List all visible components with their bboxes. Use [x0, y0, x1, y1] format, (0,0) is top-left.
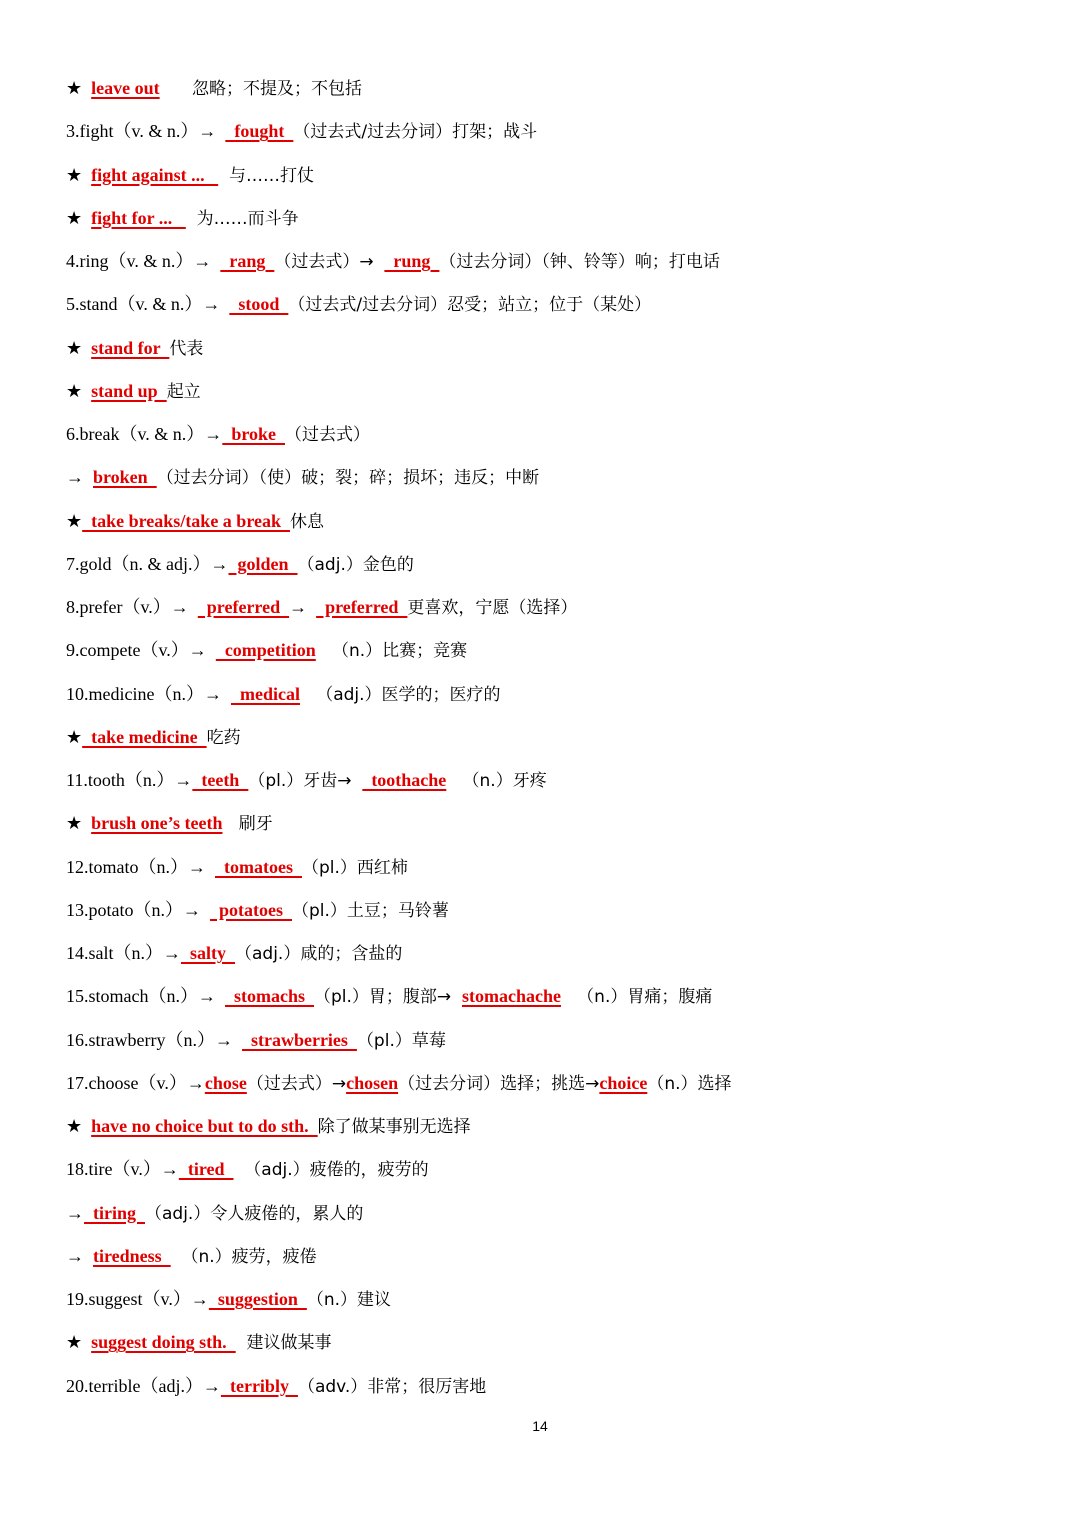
- vocab-line: [66, 379, 201, 404]
- chinese-gloss: 忽略；不提及；不包括: [159, 79, 363, 99]
- answer-blank: stomachs: [225, 986, 314, 1007]
- vocab-line: [66, 292, 651, 317]
- vocab-line: [66, 206, 299, 231]
- chinese-gloss: 更喜欢，宁愿（选择）: [407, 598, 578, 618]
- vocab-line: [66, 1201, 363, 1226]
- line-text: [82, 1116, 91, 1136]
- star-icon: ★: [66, 380, 83, 401]
- answer-blank: chosen: [346, 1072, 399, 1093]
- chinese-gloss: 起立: [166, 381, 201, 402]
- chinese-gloss: （adj.）金色的: [297, 554, 414, 575]
- answer-blank: competition: [215, 640, 316, 661]
- line-text: 3.fight（v. & n.）→: [66, 121, 226, 142]
- vocab-line: [66, 768, 547, 793]
- chinese-gloss: （pl.）牙齿→: [248, 771, 363, 791]
- vocab-line: [66, 119, 537, 144]
- chinese-gloss: （adj.）疲倦的，疲劳的: [233, 1160, 429, 1181]
- chinese-gloss: （adj.）咸的；含盐的: [235, 944, 403, 964]
- line-text: [82, 813, 91, 833]
- chinese-gloss: （n.）建议: [306, 1290, 392, 1310]
- chinese-gloss: 除了做某事别无选择: [317, 1117, 471, 1137]
- answer-blank: stand up: [91, 380, 167, 401]
- vocab-line: [66, 249, 720, 274]
- answer-blank: preferred: [197, 597, 290, 617]
- star-icon: ★: [66, 726, 83, 747]
- line-text: 5.stand（v. & n.）→: [66, 294, 230, 315]
- answer-blank: strawberries: [241, 1029, 357, 1050]
- chinese-gloss: 吃药: [206, 727, 241, 748]
- answer-blank: fight against ...: [91, 164, 219, 185]
- line-text: 16.strawberry（n.）→: [66, 1029, 242, 1050]
- answer-blank: fight for ...: [91, 207, 186, 228]
- star-icon: ★: [66, 207, 83, 228]
- vocab-line: [66, 1157, 429, 1182]
- chinese-gloss: （过去式）→: [274, 252, 385, 272]
- chinese-gloss: （pl.）胃；腹部→: [314, 987, 462, 1008]
- line-text: 9.compete（v.）→: [66, 640, 216, 661]
- vocab-line: [66, 1374, 486, 1399]
- answer-blank: brush one’s teeth: [91, 813, 223, 834]
- vocab-line: [66, 682, 501, 707]
- line-text: →: [289, 597, 317, 617]
- answer-blank: broke: [222, 424, 285, 444]
- star-icon: ★: [66, 1116, 83, 1136]
- line-text: 13.potato（n.）→: [66, 899, 210, 920]
- vocab-line: [66, 1287, 391, 1312]
- vocab-line: [66, 984, 712, 1009]
- answer-blank: preferred: [316, 597, 408, 617]
- chinese-gloss: （过去分词）选择；挑选→: [398, 1073, 600, 1094]
- answer-blank: tiring: [84, 1202, 145, 1223]
- vocab-line: [66, 1244, 317, 1269]
- vocab-line: [66, 811, 273, 836]
- vocab-line: [66, 1114, 471, 1139]
- answer-blank: terribly: [220, 1375, 298, 1396]
- chinese-gloss: （过去分词）（钟、铃等）响；打电话: [439, 252, 720, 272]
- chinese-gloss: （过去式/过去分词）打架；战斗: [293, 122, 538, 143]
- vocab-line: [66, 595, 577, 620]
- vocab-line: [66, 509, 324, 534]
- answer-blank: broken: [93, 467, 157, 488]
- chinese-gloss: （n.）胃痛；腹痛: [560, 987, 713, 1008]
- answer-blank: take medicine: [82, 726, 207, 747]
- vocab-line: [66, 638, 467, 663]
- answer-blank: tiredness: [93, 1245, 171, 1266]
- chinese-gloss: （pl.）草莓: [356, 1030, 446, 1051]
- line-text: →: [66, 467, 93, 488]
- vocab-line: [66, 1071, 732, 1096]
- answer-blank: fought: [225, 121, 294, 142]
- vocab-line: [66, 465, 539, 490]
- chinese-gloss: （n.）牙疼: [446, 771, 547, 791]
- line-text: 14.salt（n.）→: [66, 943, 181, 963]
- answer-blank: teeth: [192, 770, 249, 790]
- line-text: →: [66, 1202, 84, 1223]
- line-text: [82, 78, 91, 98]
- line-text: 20.terrible（adj.）→: [66, 1375, 221, 1396]
- chinese-gloss: 刷牙: [222, 814, 273, 835]
- chinese-gloss: （过去式/过去分词）忍受；站立；位于（某处）: [288, 295, 652, 316]
- answer-blank: leave out: [91, 78, 160, 98]
- line-text: 18.tire（v.）→: [66, 1159, 179, 1180]
- answer-blank: toothache: [362, 770, 447, 790]
- chinese-gloss: 与……打仗: [218, 165, 314, 186]
- line-text: [82, 208, 91, 228]
- answer-blank: rung: [384, 251, 440, 271]
- chinese-gloss: 休息: [289, 511, 324, 532]
- line-text: 15.stomach（n.）→: [66, 986, 225, 1007]
- line-text: [82, 165, 91, 185]
- line-text: 4.ring（v. & n.）→: [66, 251, 221, 271]
- chinese-gloss: （adv.）非常；很厉害地: [297, 1376, 487, 1397]
- star-icon: ★: [66, 164, 83, 185]
- line-text: →: [66, 1245, 93, 1266]
- vocab-line: [66, 163, 314, 188]
- chinese-gloss: 为……而斗争: [185, 208, 299, 229]
- answer-blank: tired: [178, 1159, 234, 1180]
- star-icon: ★: [66, 1332, 83, 1353]
- answer-blank: choice: [599, 1072, 648, 1093]
- vocab-line: [66, 941, 402, 966]
- star-icon: ★: [66, 337, 83, 358]
- line-text: [82, 338, 91, 358]
- answer-blank: have no choice but to do sth.: [91, 1116, 318, 1136]
- chinese-gloss: （n.）比赛；竞赛: [315, 641, 468, 662]
- chinese-gloss: 代表: [169, 338, 204, 359]
- line-text: 11.tooth（n.）→: [66, 770, 193, 790]
- answer-blank: suggestion: [208, 1289, 307, 1309]
- line-text: 7.gold（n. & adj.）→: [66, 553, 229, 574]
- chinese-gloss: （pl.）西红柿: [301, 857, 408, 878]
- chinese-gloss: （过去式）→: [246, 1073, 347, 1094]
- answer-blank: medical: [230, 683, 300, 704]
- line-text: [82, 381, 91, 401]
- answer-blank: chose: [204, 1072, 247, 1093]
- answer-blank: suggest doing sth.: [91, 1332, 236, 1353]
- line-text: [82, 1332, 91, 1352]
- vocab-line: [66, 855, 408, 880]
- line-text: 19.suggest（v.）→: [66, 1289, 209, 1309]
- chinese-gloss: （过去分词）（使）破；裂；碎；损坏；违反；中断: [156, 468, 540, 489]
- line-text: 8.prefer（v.）→: [66, 597, 198, 617]
- answer-blank: rang: [220, 251, 275, 271]
- line-text: 12.tomato（n.）→: [66, 856, 215, 877]
- answer-blank: salty: [181, 943, 235, 963]
- star-icon: ★: [66, 78, 83, 98]
- page-number: 14: [532, 1418, 548, 1434]
- chinese-gloss: （n.）选择: [647, 1073, 732, 1094]
- vocab-line: [66, 76, 362, 101]
- line-text: 17.choose（v.）→: [66, 1072, 205, 1093]
- answer-blank: stood: [229, 294, 289, 315]
- answer-blank: take breaks/take a break: [82, 510, 290, 531]
- chinese-gloss: （pl.）土豆；马铃薯: [292, 900, 449, 921]
- line-text: 10.medicine（n.）→: [66, 683, 231, 704]
- chinese-gloss: （过去式）: [285, 425, 370, 445]
- vocab-line: [66, 336, 203, 361]
- vocab-line: [66, 1028, 446, 1053]
- answer-blank: tomatoes: [215, 856, 302, 877]
- chinese-gloss: 建议做某事: [235, 1333, 332, 1354]
- vocab-line: [66, 725, 241, 750]
- chinese-gloss: （adj.）令人疲倦的，累人的: [145, 1203, 364, 1224]
- answer-blank: potatoes: [210, 899, 292, 920]
- answer-blank: stomachache: [461, 986, 561, 1007]
- vocab-line: [66, 1330, 332, 1355]
- answer-blank: golden: [228, 553, 298, 574]
- vocab-line: [66, 552, 414, 577]
- star-icon: ★: [66, 510, 83, 531]
- line-text: 6.break（v. & n.）→: [66, 424, 223, 444]
- chinese-gloss: （n.）疲劳，疲倦: [170, 1246, 317, 1267]
- vocab-line: [66, 898, 449, 923]
- answer-blank: stand for: [91, 337, 170, 358]
- star-icon: ★: [66, 813, 83, 834]
- chinese-gloss: （adj.）医学的；医疗的: [299, 684, 501, 705]
- vocab-line: [66, 422, 370, 447]
